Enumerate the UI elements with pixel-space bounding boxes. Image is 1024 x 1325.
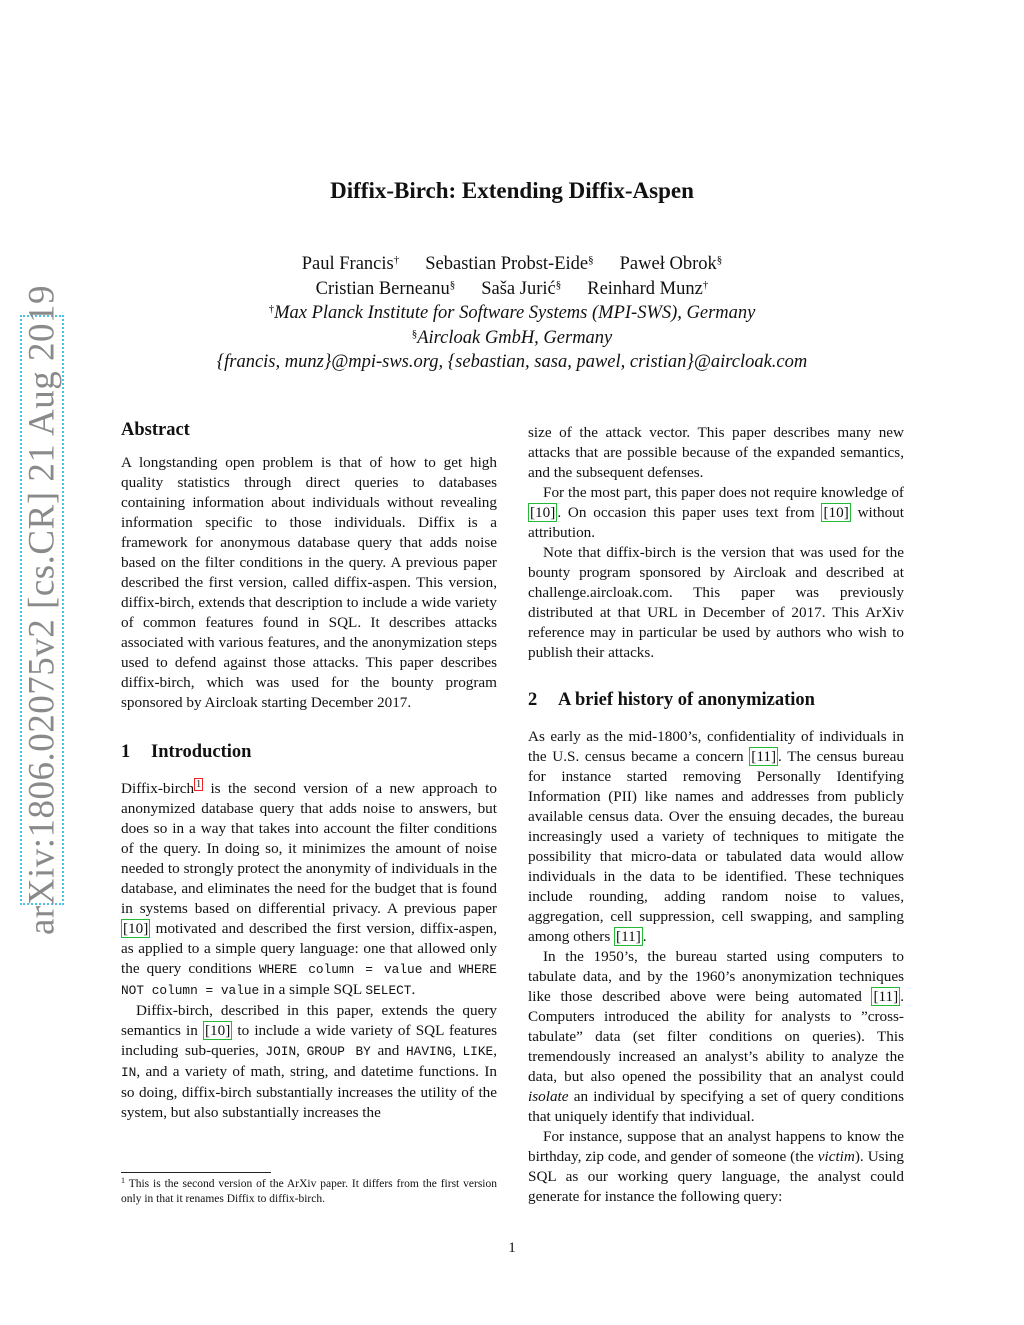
page-number: 1 — [508, 1240, 516, 1256]
footnote-link[interactable]: 1 — [196, 779, 202, 790]
author-name: Paweł Obrok — [619, 254, 717, 274]
author-line-1: Paul Francis† Sebastian Probst-Eide§ Paweł Obrok§ — [301, 254, 723, 274]
right-paragraph-1: For the most part, this paper does not require knowledge of [10] . On occasion this paper uses text from [10] without attribution. — [528, 484, 904, 541]
citation-link[interactable]: [11] — [873, 988, 899, 1005]
author-emails: {francis, munz}@mpi-sws.org, {sebastian, sasa, pawel, cristian}@aircloak.com — [216, 352, 808, 372]
right-paragraph-2: Note that diffix-birch is the version that was used for the bounty program sponsored by Aircloak and described at challenge.aircloak.com. This paper was previously distributed at that URL in December of 2017. This ArXiv reference may in particular be used by authors who wish to publish their attacks. — [528, 544, 904, 661]
author-name: Cristian Berneanu — [315, 278, 450, 299]
history-paragraph-3: For instance, suppose that an analyst happens to know the birthday, zip code, and gender of someone (the victim). Using SQL as our working query language, the analyst could generate for instance the following query: — [528, 1128, 904, 1205]
history-paragraph-2: In the 1950’s, the bureau started using computers to tabulate data, and by the 1960’s anonymization techniques like those described above were being automated [11] . Computers introduced the ability for analysts to ”cross-tabulate” data (set filter conditions on queries). This tremendously increased an analyst’s ability to analyze the data, but also opened the possibility that an analyst could isolate an individual by specifying a set of query conditions that uniquely identify that individual. — [528, 948, 904, 1125]
footnote: $^1$ This is the second version of the ArXiv paper. It differs from the first version only in that it renames Diffix to diffix-birch. — [121, 1176, 497, 1205]
arxiv-identifier[interactable]: arXiv:1806.02075v2 [cs.CR] 21 Aug 2019 — [21, 284, 63, 936]
intro-paragraph-2: Diffix-birch, described in this paper, extends the query semantics in [10] to include a wide variety of SQL features including sub-queries, JOIN, GROUP BY and HAVING, LIKE, IN, and a variety of math, string, and datetime functions. In so doing, diffix-birch substantially increases the utility of the system, but also substantially increases the — [121, 1002, 498, 1121]
section-heading-introduction: 1 Introduction — [121, 742, 252, 762]
citation-link[interactable]: [10] — [530, 504, 556, 521]
author-name: Saša Jurić — [481, 278, 556, 299]
author-block — [0, 252, 1024, 375]
abstract-text: A longstanding open problem is that of how to get high quality statistics through direct queries to databases containing information about individuals without revealing information specific to those individuals. Diffix is a framework for anonymous database query that adds noise based on the filter conditions in the query. A previous paper described the first version, called diffix-aspen. This version, diffix-birch, extends that description to include a wide variety of common features found in SQL. It describes attacks associated with various features, and the anonymization steps used to defend against those attacks. This paper describes diffix-birch, which was used for the bounty program sponsored by Aircloak starting December 2017. — [121, 454, 497, 711]
right-column — [528, 423, 904, 1207]
citation-link[interactable]: [10] — [204, 1022, 231, 1039]
paper-title: Diffix-Birch: Extending Diffix-Aspen — [330, 178, 694, 203]
section-heading-history: 2 A brief history of anonymization — [528, 690, 815, 710]
abstract-heading: Abstract — [121, 420, 190, 440]
right-paragraph-0: size of the attack vector. This paper describes many new attacks that are possible because of the expanded semantics, and the subsequent defenses. — [528, 424, 904, 481]
citation-link[interactable]: [11] — [751, 748, 777, 765]
intro-paragraph-1: Diffix-birch $^1$ is the second version of a new approach to anonymized database query that adds noise to answers, but does so in a way that takes into account the filter conditions of the query. In doing so, it minimizes the amount of noise needed to strongly protect the anonymity of individuals in the database, and eliminates the need for the budget that is found in systems based on differential privacy. A previous paper [10] motivated and described the first version, diffix-aspen, as applied to a simple query language: one that allowed only the query conditions WHERE column = value and WHERE NOT column = value in a simple SQL SELECT. — [121, 779, 497, 998]
footnote-rule — [121, 1172, 271, 1173]
citation-link[interactable]: [10] — [123, 920, 149, 937]
author-line-2: Cristian Berneanu§ Saša Jurić§ Reinhard Munz† — [315, 278, 709, 299]
citation-link[interactable]: [10] — [823, 504, 849, 521]
left-column — [121, 420, 497, 1123]
author-name: Reinhard Munz — [587, 278, 703, 299]
citation-link[interactable]: [11] — [616, 928, 641, 945]
affiliation-2: §Aircloak GmbH, Germany — [411, 327, 613, 348]
history-paragraph-1: As early as the mid-1800’s, confidentiality of individuals in the U.S. census became a concern [11] . The census bureau for instance started removing Personally Identifying Information (PII) like names and addresses from publicly available census data. Over the ensuing decades, the bureau increasingly used a variety of techniques to mitigate the possibility that micro-data or tabulated data would allow individuals in the data to be identified. These techniques include rounding, adding random noise to values, aggregation, cell suppression, cell swapping, and sampling among others [11] . — [528, 728, 904, 945]
affiliation-1: †Max Planck Institute for Software Systems (MPI-SWS), Germany — [268, 303, 756, 323]
author-name: Sebastian Probst-Eide — [425, 254, 589, 274]
author-name: Paul Francis — [301, 254, 394, 274]
